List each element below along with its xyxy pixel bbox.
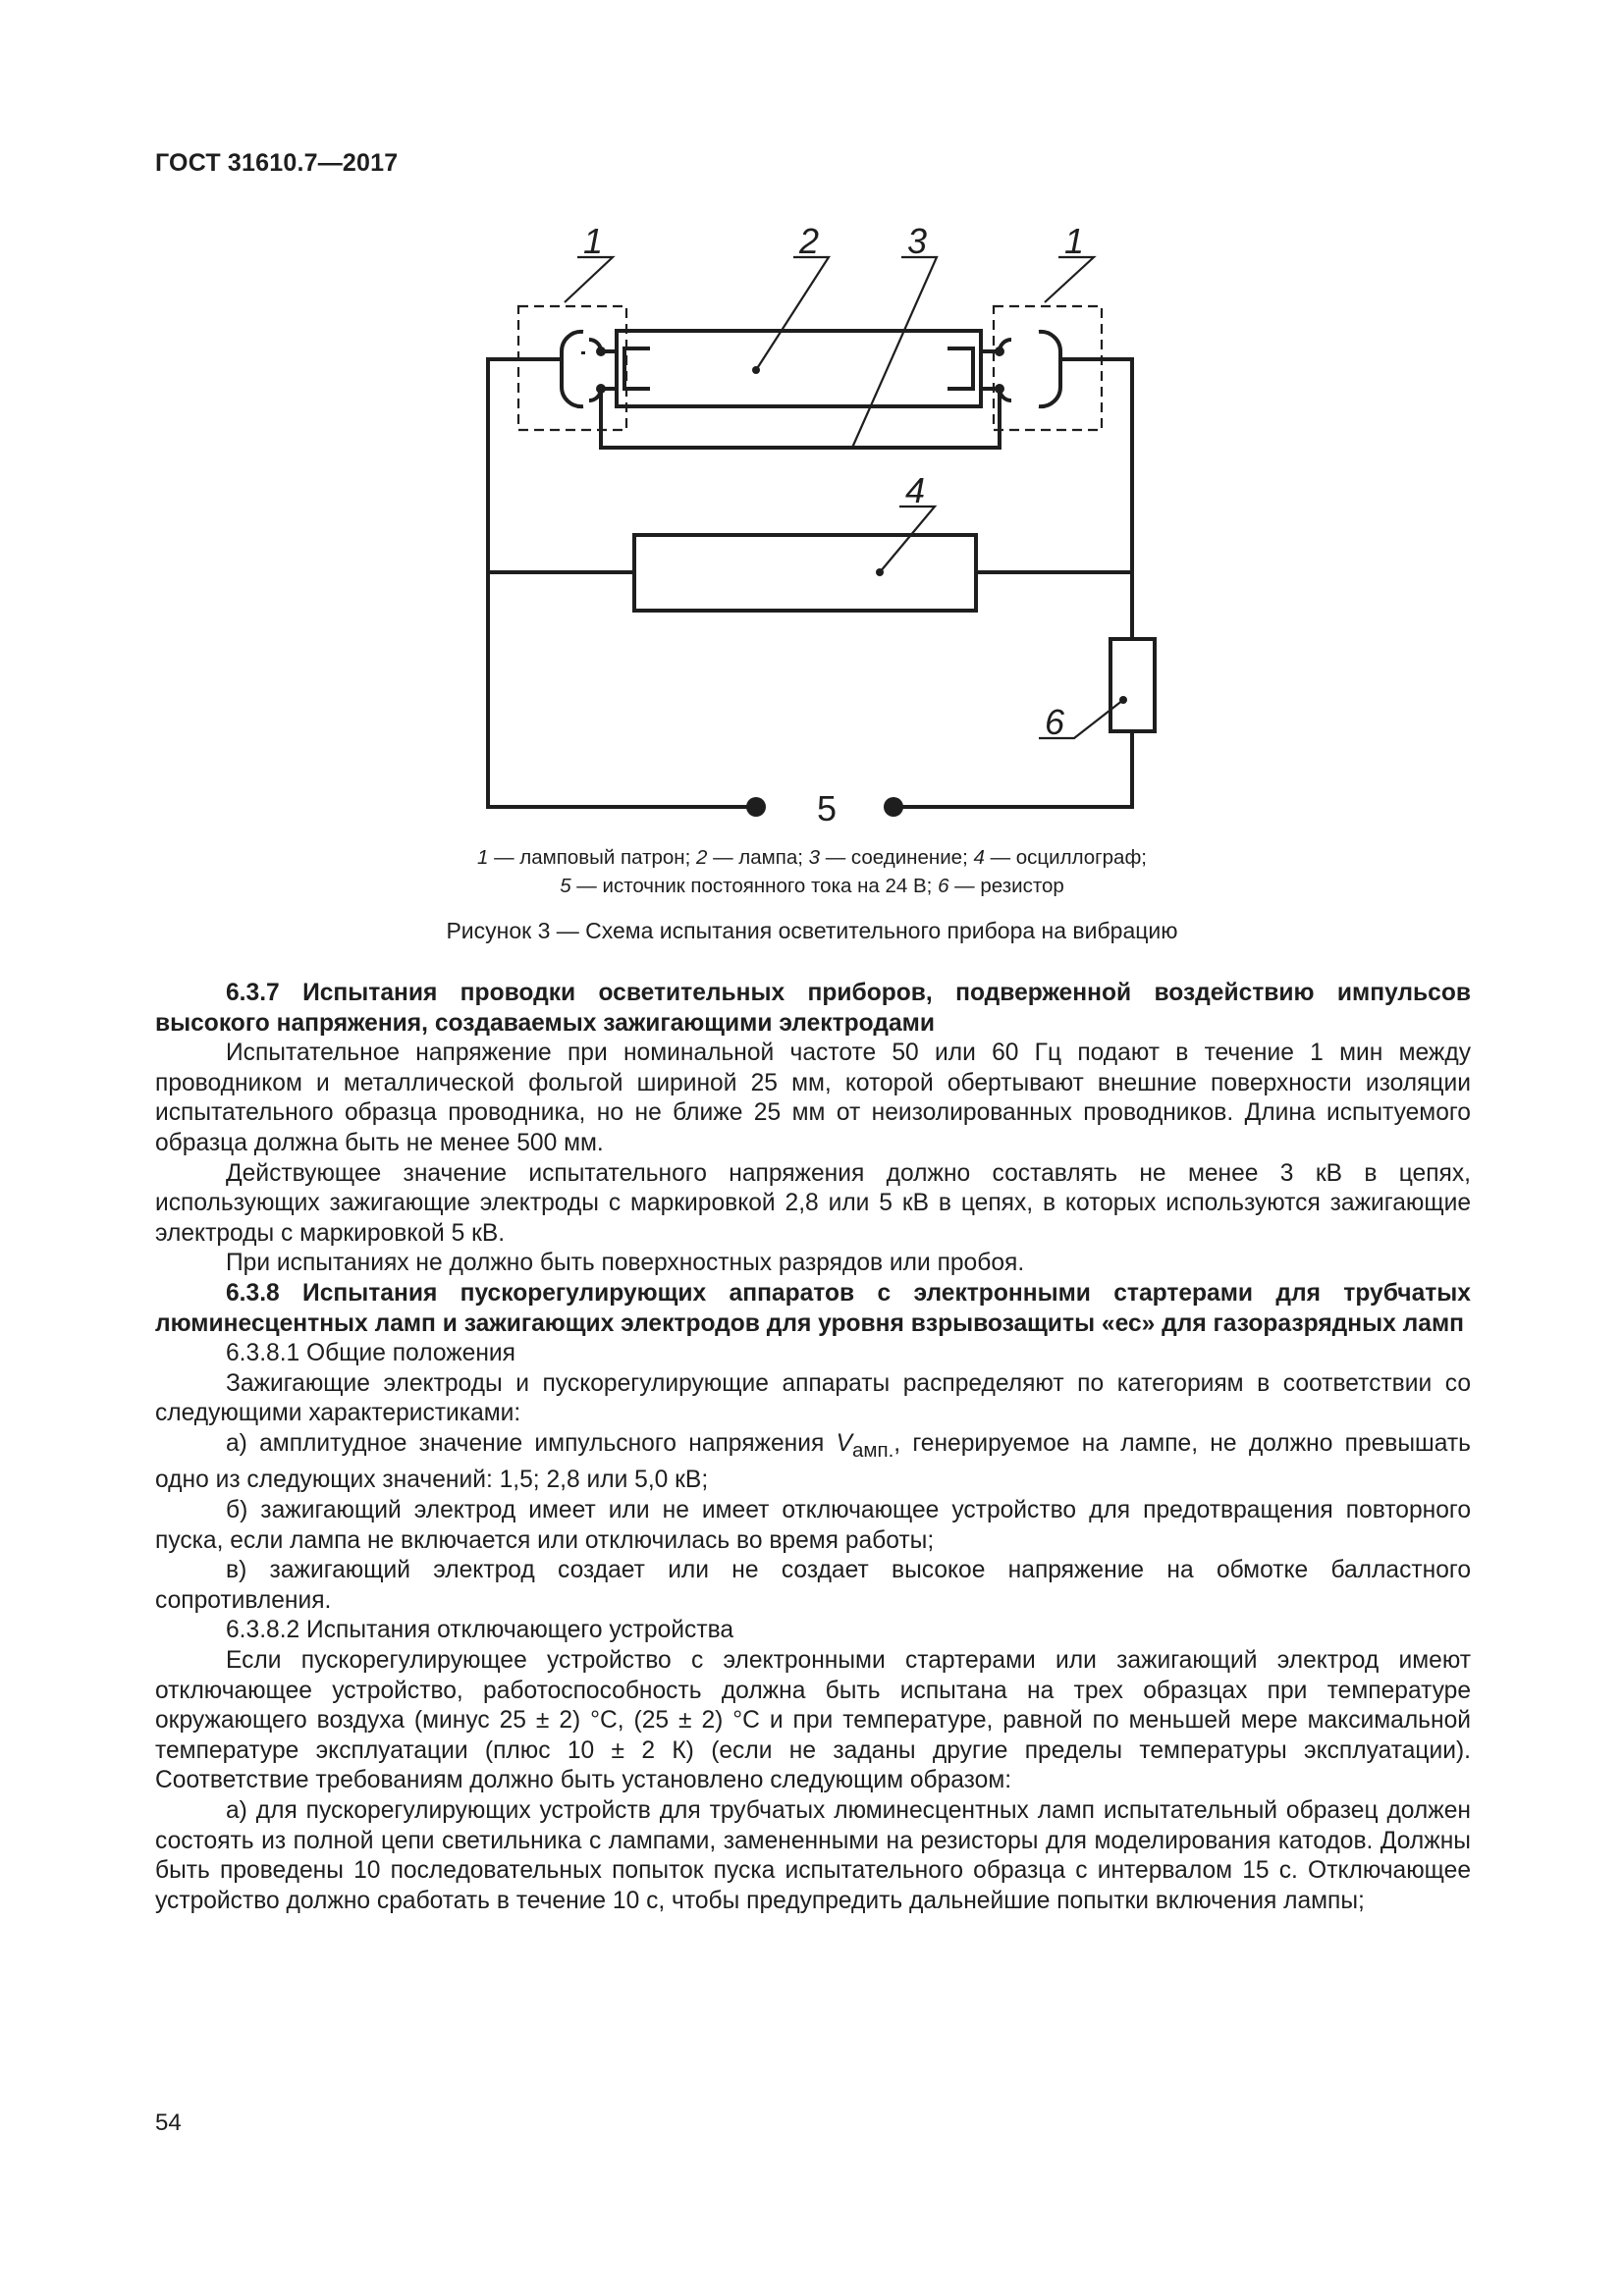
list-item-b: б) зажигающий электрод имеет или не имеет отключающее устройство для предотвращения повторного пуска, если лампа не включается или отключилась во время работы; [155,1497,1471,1554]
subsection-title-6-3-8-1: 6.3.8.1 Общие положения [226,1340,515,1367]
main-wire [488,359,756,807]
label-6: 6 [1045,702,1065,742]
paragraph: При испытаниях не должно быть поверхностных разрядов или пробоя. [226,1250,1025,1277]
main-wire-bottom-right [893,731,1132,807]
section-heading-6-3-7: 6.3.7 Испытания проводки осветительных приборов, подверженной воздействию импульсов высокого напряжения, создаваемых зажигающими электродами [155,980,1471,1037]
resistor [1110,639,1155,731]
lamp-holder-left [518,306,626,430]
label-3: 3 [907,221,928,261]
figure-caption: Рисунок 3 — Схема испытания осветительного прибора на вибрацию [446,918,1178,943]
lamp-left-pins [624,348,648,389]
label-1-left: 1 [583,221,604,261]
figure-legend-line-1: 1 — ламповый патрон; 2 — лампа; 3 — соединение; 4 — осциллограф; [476,846,1148,869]
subsection-title-6-3-8-2: 6.3.8.2 Испытания отключающего устройства [226,1617,734,1644]
label-2: 2 [799,221,820,261]
oscilloscope [634,535,976,611]
page-number: 54 [155,2109,182,2136]
label-1-right: 1 [1064,221,1085,261]
circuit-diagram [0,0,1624,942]
list-item-c: в) зажигающий электрод создает или не создает высокое напряжение на обмотке балластного сопротивления. [155,1557,1471,1614]
list-item-a: а) амплитудное значение импульсного напряжения $V_{амп.}$, генерируемое на лампе, не должно превышать одно из следующих значений: 1,5; 2,8 или 5,0 кВ; [155,1429,1471,1494]
terminal-left [746,797,766,817]
lamp-right-pins [949,348,973,389]
paragraph: Испытательное напряжение при номинальной частоте 50 или 60 Гц подают в течение 1 мин между проводником и металлической фольгой шириной 25 мм, которой обертывают внешние поверхности изоляции испытательного образца проводника, но не ближе 25 мм от неизолированных проводников. Длина испытуемого образца должна быть не менее 500 мм. [155,1040,1471,1156]
body-text [155,979,1471,1916]
paragraph: Если пускорегулирующее устройство с электронными стартерами или зажигающий электрод имеют отключающее устройство, работоспособность должна быть испытана на трех образцах при температуре окружающего воздуха (минус 25 ± 2) °С, (25 ± 2) °С и при температуре, равной по меньшей мере максимальной температуре эксплуатации (плюс 10 ± 2 К) (если не заданы другие пределы температуры эксплуатации). Соответствие требованиям должно быть установлено следующим образом: [155,1646,1471,1794]
terminal-right [884,797,903,817]
label-4: 4 [905,470,926,510]
document-header: ГОСТ 31610.7—2017 [155,149,399,177]
lamp [617,331,981,406]
section-heading-6-3-8: 6.3.8 Испытания пускорегулирующих аппаратов с электронными стартерами для трубчатых люминесцентных ламп и зажигающих электродов для уровня взрывозащиты «ес» для газоразрядных ламп [155,1279,1471,1337]
figure-legend-line-2: 5 — источник постоянного тока на 24 В; 6 — резистор [560,875,1064,897]
label-5: 5 [817,788,838,828]
paragraph: Зажигающие электроды и пускорегулирующие аппараты распределяют по категориям в соответствии со следующими характеристиками: [155,1369,1471,1427]
paragraph: Действующее значение испытательного напряжения должно составлять не менее 3 кВ в цепях, использующих зажигающие электроды с маркировкой 2,8 или 5 кВ в цепях, в которых используются зажигающие электроды с маркировкой 5 кВ. [155,1159,1471,1247]
main-wire-right [1077,359,1132,639]
list-item-a: а) для пускорегулирующих устройств для трубчатых люминесцентных ламп испытательный образец должен состоять из полной цепи светильника с лампами, замененными на резисторы для моделирования катодов. Должны быть проведены 10 последовательных попыток пуска испытательного образца с интервалом 15 с. Отключающее устройство должно сработать в течение 10 с, чтобы предупредить дальнейшие попытки включения лампы; [155,1796,1471,1914]
connection-line [601,393,1000,448]
